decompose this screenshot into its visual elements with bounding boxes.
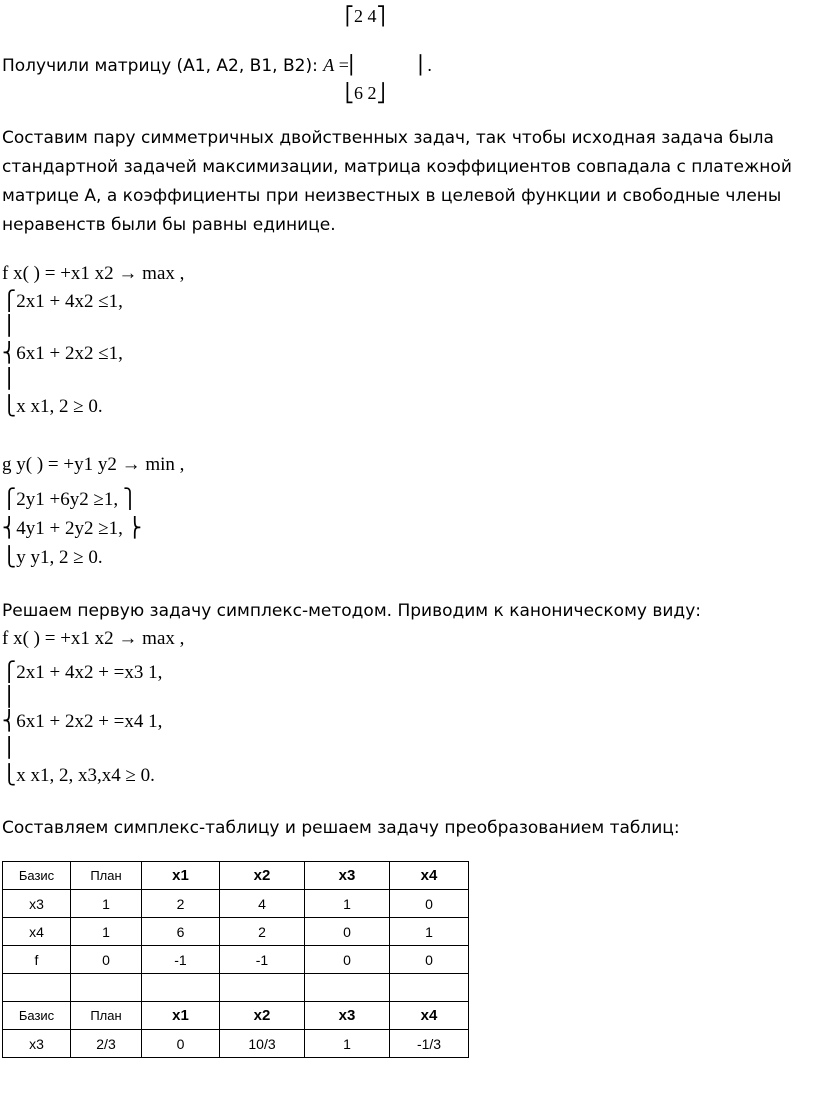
table-cell: 1 [71, 890, 142, 918]
matrix-top-row: ⎡2 4⎤ [345, 6, 386, 26]
table-cell: 0 [305, 946, 390, 974]
dual-constraint-1: ⎧2y1 +6y2 ≥1, ⎫ [2, 489, 138, 510]
primal-constraint-1: ⎧2x1 + 4x2 ≤1, [2, 291, 123, 312]
simplex-table [2, 861, 469, 1058]
table-row [3, 1030, 469, 1058]
table-cell: 2 [142, 890, 220, 918]
canonical-nonnegativity: ⎩x x1, 2, x3,x4 ≥ 0. [2, 765, 155, 786]
table-cell: f [3, 946, 71, 974]
table-cell: x4 [390, 1002, 469, 1030]
paragraph-simplex-table: Составляем симплекс-таблицу и решаем задачу преобразованием таблиц: [2, 818, 680, 838]
table-cell: x3 [3, 1030, 71, 1058]
dual-objective: g y( ) = +y1 y2 → min , [2, 454, 185, 475]
matrix-var: A [323, 55, 335, 75]
table-cell: 1 [390, 918, 469, 946]
table-cell [390, 974, 469, 1002]
table-cell [3, 974, 71, 1002]
table-cell: x1 [142, 862, 220, 890]
table-cell: 0 [142, 1030, 220, 1058]
primal-constraint-2: ⎨6x1 + 2x2 ≤1, [2, 343, 123, 364]
matrix-label: Получили матрицу (A1, A2, B1, B2): [2, 56, 324, 76]
table-cell: 6 [142, 918, 220, 946]
table-cell: x2 [220, 862, 305, 890]
dual-constraint-2: ⎨4y1 + 2y2 ≥1, ⎬ [2, 518, 142, 539]
canonical-brace-mid-2: ⎪ [2, 738, 17, 759]
table-cell [142, 974, 220, 1002]
table-cell: x4 [390, 862, 469, 890]
matrix-eq: =⎢ [334, 55, 358, 75]
table-cell: План [71, 1002, 142, 1030]
table-cell: x3 [305, 1002, 390, 1030]
paragraph-dual-problems: Составим пару симметричных двойственных задач, так чтобы исходная задача была стандартной задачей максимизации, матрица коэффициентов совпадала с платежной матрице A, а коэффициенты при неизвестных в целевой функции и свободные члены неравенств были бы равны единице. [2, 128, 792, 235]
table-cell: -1 [142, 946, 220, 974]
table-row [3, 862, 469, 890]
table-cell: -1 [220, 946, 305, 974]
primal-brace-mid-2: ⎪ [2, 369, 17, 390]
table-row [3, 974, 469, 1002]
matrix-right: ⎥ . [413, 55, 432, 75]
table-cell: x1 [142, 1002, 220, 1030]
table-cell: x3 [305, 862, 390, 890]
table-cell: x4 [3, 918, 71, 946]
canonical-objective: f x( ) = +x1 x2 → max , [2, 628, 185, 649]
table-cell [305, 974, 390, 1002]
canonical-constraint-1: ⎧2x1 + 4x2 + =x3 1, [2, 662, 163, 683]
table-cell: 0 [71, 946, 142, 974]
table-cell: x3 [3, 890, 71, 918]
dual-nonnegativity: ⎩y y1, 2 ≥ 0. [2, 547, 103, 568]
primal-brace-mid-1: ⎪ [2, 316, 17, 337]
table-row [3, 890, 469, 918]
table-cell: 1 [305, 1030, 390, 1058]
canonical-constraint-2: ⎨6x1 + 2x2 + =x4 1, [2, 711, 163, 732]
table-cell [71, 974, 142, 1002]
table-cell [220, 974, 305, 1002]
table-cell: 4 [220, 890, 305, 918]
table-cell: 1 [71, 918, 142, 946]
table-row [3, 918, 469, 946]
table-row [3, 946, 469, 974]
table-cell: 2/3 [71, 1030, 142, 1058]
table-cell: 0 [305, 918, 390, 946]
primal-objective: f x( ) = +x1 x2 → max , [2, 263, 185, 284]
table-cell: Базис [3, 862, 71, 890]
table-cell: 2 [220, 918, 305, 946]
table-cell: План [71, 862, 142, 890]
table-cell: x2 [220, 1002, 305, 1030]
table-cell: Базис [3, 1002, 71, 1030]
canonical-brace-mid-1: ⎪ [2, 687, 17, 708]
primal-nonnegativity: ⎩x x1, 2 ≥ 0. [2, 396, 103, 417]
table-row [3, 1002, 469, 1030]
table-cell: -1/3 [390, 1030, 469, 1058]
paragraph-simplex-method: Решаем первую задачу симплекс-методом. Приводим к каноническому виду: [2, 601, 701, 621]
table-cell: 0 [390, 890, 469, 918]
matrix-bottom-row: ⎣6 2⎦ [345, 83, 386, 103]
table-cell: 1 [305, 890, 390, 918]
table-cell: 10/3 [220, 1030, 305, 1058]
table-cell: 0 [390, 946, 469, 974]
matrix-line [2, 55, 432, 76]
